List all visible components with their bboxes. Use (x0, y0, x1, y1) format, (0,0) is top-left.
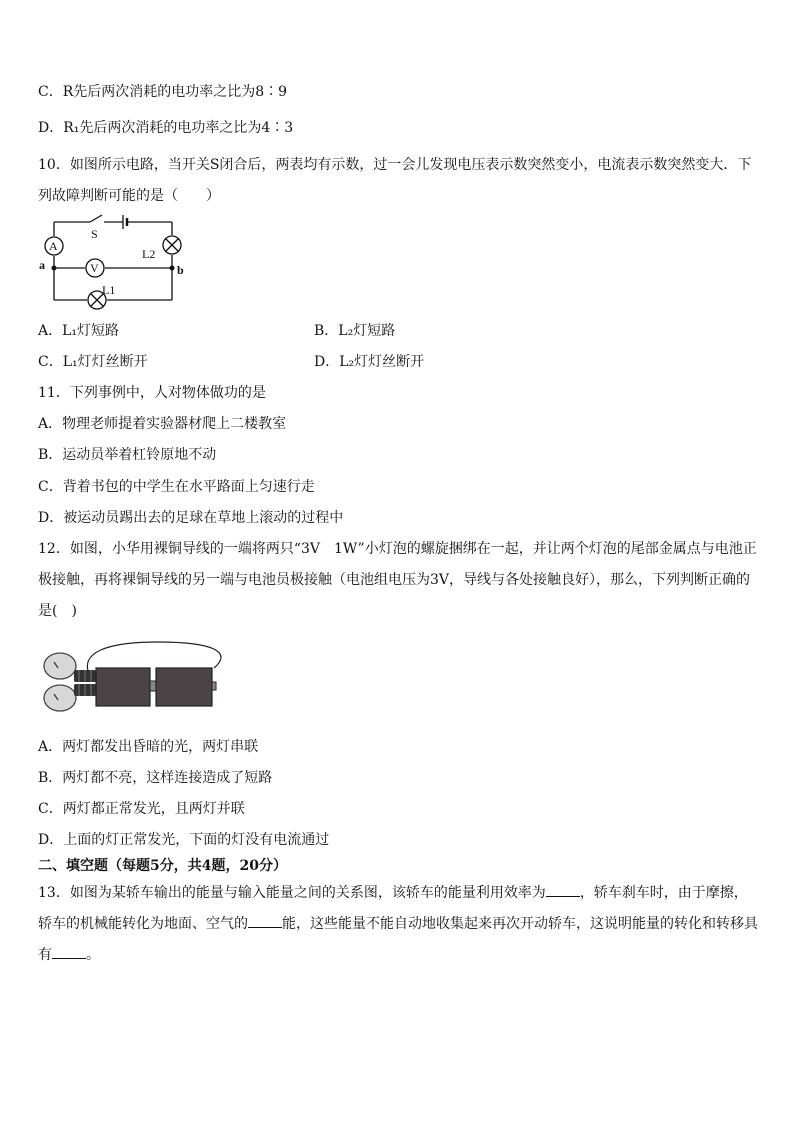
lamp1-label: L1 (102, 283, 116, 297)
answer-blank-2[interactable] (248, 913, 282, 928)
q12-option-c: C．两灯都正常发光，且两灯并联 (38, 801, 245, 817)
q13-part2: ，轿车刹车时，由于摩擦，轿车的机械能转化为地面、空气的 (38, 885, 748, 932)
section2-title: 二、填空题（每题5分，共4题，20分） (38, 858, 287, 874)
voltmeter-label: V (90, 261, 99, 275)
q9-option-d: D．R₁先后两次消耗的电功率之比为4∶3 (38, 120, 294, 136)
q10-circuit-diagram (38, 212, 188, 312)
q11-stem: 11．下列事例中，人对物体做功的是 (38, 385, 266, 401)
q13-part3: 能，这些能量不能自动地收集起来再次开动轿车，这说明能量的转化和转移具有 (38, 916, 758, 963)
q10-option-b: B．L₂灯短路 (314, 323, 396, 339)
q13-stem (38, 878, 758, 971)
q12-stem: 12．如图，小华用裸铜导线的一端将两只“3V 1W”小灯泡的螺旋捆绑在一起，并让两个灯泡的尾部金属点与电池正极接触，再将裸铜导线的另一端与电池员极接触（电池组电压为3V，导线与各处接触良好），那么，下列判断正确的是( ) (38, 541, 757, 619)
q12-bulbs-battery-image (38, 638, 230, 724)
q10-option-d: D．L₂灯灯丝断开 (314, 354, 425, 370)
node-b-label: b (177, 263, 184, 277)
q13-part4: 。 (86, 947, 100, 963)
answer-blank-1[interactable] (546, 882, 580, 897)
q11-option-b: B．运动员举着杠铃原地不动 (38, 447, 217, 463)
q12-option-b: B．两灯都不亮，这样连接造成了短路 (38, 770, 273, 786)
q10-stem: 10．如图所示电路，当开关S闭合后，两表均有示数，过一会儿发现电压表示数突然变小，电流表示数突然变大．下列故障判断可能的是（ ） (38, 157, 752, 204)
ammeter-label: A (49, 239, 58, 253)
q9-option-c: C．R先后两次消耗的电功率之比为8∶9 (38, 84, 288, 100)
q12-option-d: D．上面的灯正常发光，下面的灯没有电流通过 (38, 832, 330, 848)
answer-blank-3[interactable] (52, 944, 86, 959)
q13-part1: 13．如图为某轿车输出的能量与输入能量之间的关系图，该轿车的能量利用效率为 (38, 885, 546, 901)
q11-option-a: A．物理老师提着实验器材爬上二楼教室 (38, 416, 287, 432)
lamp2-label: L2 (142, 247, 156, 261)
q10-option-c: C．L₁灯灯丝断开 (38, 354, 148, 370)
q11-option-d: D．被运动员踢出去的足球在草地上滚动的过程中 (38, 510, 344, 526)
switch-label: S (91, 227, 98, 241)
node-a-label: a (39, 258, 45, 272)
q12-option-a: A．两灯都发出昏暗的光，两灯串联 (38, 739, 259, 755)
q10-option-a: A．L₁灯短路 (38, 323, 120, 339)
q11-option-c: C．背着书包的中学生在水平路面上匀速行走 (38, 479, 315, 495)
